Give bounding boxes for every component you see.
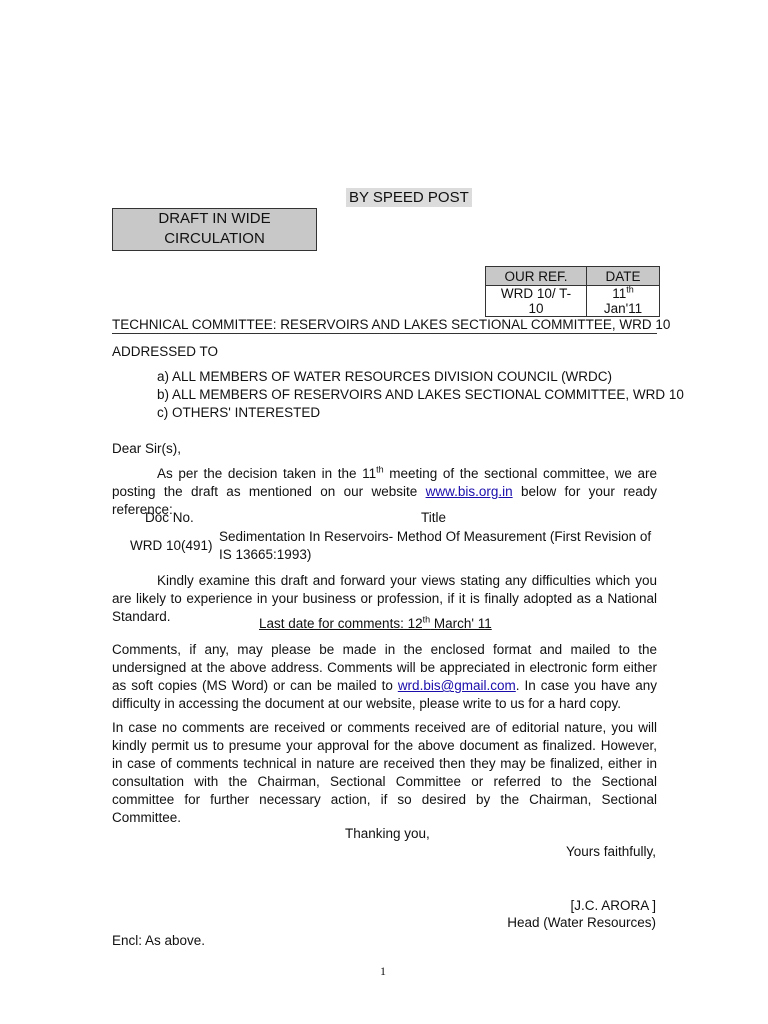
draft-circulation-box	[112, 208, 317, 251]
last-date-text-1: Last date for comments: 12	[259, 616, 423, 631]
doc-no-header: Doc No.	[145, 510, 194, 525]
signatory-name: [J.C. ARORA ]	[570, 898, 656, 913]
comments-text-1: Comments, if any, may please be made in the enclosed format and mailed to the undersigned at the above address. Comments will be appreciated in electronic form either as soft copies (MS Word) or can be mailed to	[112, 642, 657, 693]
email-link[interactable]: wrd.bis@gmail.com	[397, 678, 516, 693]
date-day: 11	[612, 286, 627, 301]
doc-title-value: Sedimentation In Reservoirs- Method Of Measurement (First Revision of IS 13665:1993)	[219, 529, 652, 562]
draft-line-1: DRAFT IN WIDE	[158, 210, 271, 227]
date-suffix: th	[626, 284, 634, 295]
last-date-line	[259, 616, 492, 631]
addressee-c: c) OTHERS' INTERESTED	[157, 405, 321, 420]
comments-text-2: . In case you have any difficulty in accessing the document at our website, please write to us for a hard copy.	[112, 678, 657, 711]
speed-post-label: BY SPEED POST	[346, 188, 472, 207]
reference-header-row	[486, 267, 660, 286]
addressee-a: a) ALL MEMBERS OF WATER RESOURCES DIVISION COUNCIL (WRDC)	[157, 369, 613, 384]
salutation: Dear Sir(s),	[112, 441, 182, 456]
intro-text-3: below for your ready reference:	[112, 484, 658, 517]
date-rest: Jan'11	[603, 301, 643, 316]
our-ref-value: WRD 10/ T- 10	[486, 286, 587, 317]
committee-divider	[112, 333, 657, 334]
thanking-you: Thanking you,	[345, 826, 430, 841]
our-ref-header: OUR REF.	[486, 267, 587, 286]
reference-table	[485, 266, 660, 317]
intro-sup: th	[376, 464, 384, 475]
last-date-sup: th	[422, 614, 431, 625]
last-date-text-2: March' 11	[430, 616, 492, 631]
intro-text-1: As per the decision taken in the 11	[157, 466, 377, 481]
reference-value-row	[486, 286, 660, 317]
examine-paragraph: Kindly examine this draft and forward your views stating any difficulties which you are likely to experience in your business or profession, if it is finally adopted as a National Standard.	[112, 573, 657, 624]
website-link[interactable]: www.bis.org.in	[425, 484, 513, 499]
title-header: Title	[421, 510, 447, 525]
no-comments-paragraph: In case no comments are received or comments received are of editorial nature, you will kindly permit us to presume your approval for the above document as finalized. However, in case of comments technical in nature are received then they may be finalized, either in consultation with the Chairman, Sectional Committee or referred to the Sectional committee for further necessary action, if so desired by the Chairman, Sectional Committee.	[112, 720, 657, 825]
intro-text-2: meeting of the sectional committee, we are posting the draft as mentioned on our website	[112, 466, 657, 499]
yours-faithfully: Yours faithfully,	[565, 844, 656, 859]
date-value	[587, 286, 660, 317]
page-number: 1	[380, 964, 386, 978]
doc-no-value: WRD 10(491)	[130, 538, 213, 553]
addressed-label: ADDRESSED TO	[112, 344, 219, 359]
draft-line-2: CIRCULATION	[164, 230, 265, 247]
signatory-designation: Head (Water Resources)	[507, 915, 656, 930]
date-header: DATE	[587, 267, 660, 286]
enclosure-note: Encl: As above.	[112, 933, 206, 948]
addressee-b: b) ALL MEMBERS OF RESERVOIRS AND LAKES SECTIONAL COMMITTEE, WRD 10	[157, 387, 684, 402]
committee-heading: TECHNICAL COMMITTEE: RESERVOIRS AND LAKES SECTIONAL COMMITTEE, WRD 10	[112, 317, 671, 332]
comments-paragraph	[112, 641, 657, 713]
